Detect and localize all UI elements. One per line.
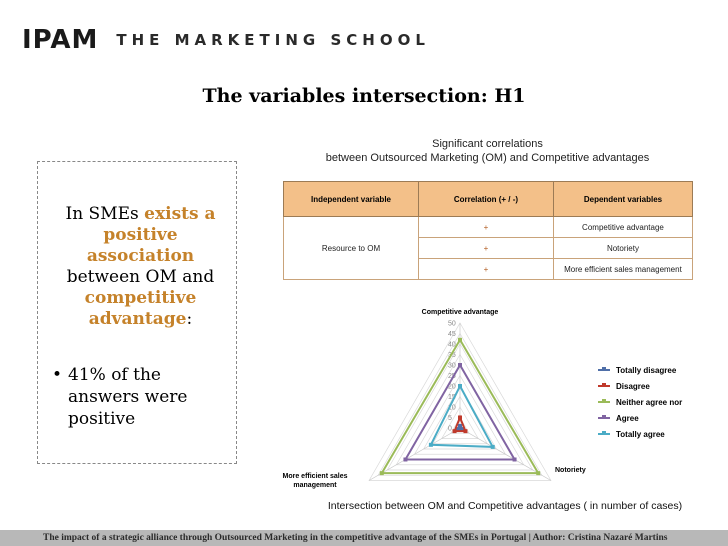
legend-label: Totally disagree (616, 365, 677, 375)
radar-data-point (458, 416, 462, 420)
bullet-dot-icon: • (52, 365, 63, 385)
radar-data-point (403, 458, 407, 462)
radar-data-point (380, 471, 384, 475)
bullet-item (52, 364, 237, 430)
legend-swatch-icon (598, 369, 610, 371)
table-cell-correlation: + (418, 238, 553, 259)
table-header-dependent: Dependent variables (553, 182, 692, 217)
table-cell-dependent: More efficient sales management (553, 259, 692, 280)
radar-tick-label: 0 (448, 425, 452, 433)
legend-label: Disagree (616, 381, 650, 391)
radar-tick-label: 5 (448, 415, 452, 422)
radar-data-point (453, 429, 457, 433)
claim-highlight-advantage: competitive advantage (84, 288, 197, 329)
radar-axis-label: More efficient sales management (282, 473, 348, 489)
legend-item (598, 426, 682, 442)
footer-bar: The impact of a strategic alliance through Outsourced Marketing in the competitive advantage of the SMEs in Portugal | Author: Cristina Nazaré Martins (0, 530, 728, 546)
table-header-correlation: Correlation (+ / -) (418, 182, 553, 217)
table-cell-dependent: Competitive advantage (553, 217, 692, 238)
radar-data-point (458, 363, 462, 367)
claim-middle: between OM and (66, 267, 215, 287)
radar-tick-label: 30 (448, 362, 456, 370)
legend-item (598, 394, 682, 410)
ipam-logo (22, 25, 430, 55)
bullet-text: 41% of the answers were positive (68, 365, 188, 429)
table-caption (285, 137, 690, 165)
table-header-row (284, 182, 693, 217)
chart-caption: Intersection between OM and Competitive advantages ( in number of cases) (327, 500, 683, 512)
table-cell-correlation: + (418, 259, 553, 280)
radar-data-point (458, 338, 462, 342)
legend-item (598, 378, 682, 394)
radar-data-point (536, 471, 540, 475)
radar-axis-label: Competitive advantage (421, 309, 499, 316)
radar-grid (369, 320, 551, 481)
table-caption-line1: Significant correlations (432, 138, 543, 150)
logo-mark: IPAM (22, 25, 99, 55)
claim-prefix: In SMEs (65, 204, 145, 224)
claim-highlight-exists: exists a positive association (86, 204, 216, 266)
radar-chart (270, 300, 600, 500)
radar-tick-label: 40 (448, 341, 456, 349)
table-cell-correlation: + (418, 217, 553, 238)
legend-label: Totally agree (616, 429, 665, 439)
legend-label: Agree (616, 413, 639, 423)
radar-tick-label: 35 (448, 352, 456, 359)
legend-swatch-icon (598, 433, 610, 435)
radar-tick-label: 20 (448, 383, 456, 391)
radar-tick-label: 15 (448, 394, 456, 401)
table-row (284, 217, 693, 238)
table-header-independent: Independent variable (284, 182, 419, 217)
table-cell-independent: Resource to OM (284, 217, 419, 280)
radar-tick-label: 50 (448, 320, 456, 328)
legend-swatch-icon (598, 417, 610, 419)
legend-label: Neither agree nor (616, 397, 683, 407)
slide-title: The variables intersection: H1 (202, 85, 526, 107)
radar-data-point (458, 384, 462, 388)
radar-tick-label: 25 (448, 373, 456, 380)
radar-axis-label: Notoriety (555, 467, 586, 474)
legend-swatch-icon (598, 385, 610, 387)
radar-data-point (491, 445, 495, 449)
radar-tick-label: 10 (448, 404, 456, 412)
logo-school-text: THE MARKETING SCHOOL (116, 31, 430, 49)
claim-suffix: : (186, 309, 193, 329)
claim-text (48, 204, 233, 330)
radar-data-point (429, 443, 433, 447)
radar-data-point (513, 458, 517, 462)
legend-item (598, 410, 682, 426)
radar-tick-label: 45 (448, 331, 456, 338)
chart-legend (598, 362, 682, 442)
table-caption-line2: between Outsourced Marketing (OM) and Competitive advantages (325, 152, 650, 164)
legend-item (598, 362, 682, 378)
legend-swatch-icon (598, 401, 610, 403)
correlation-table (283, 181, 693, 280)
radar-data-point (463, 429, 467, 433)
table-cell-dependent: Notoriety (553, 238, 692, 259)
